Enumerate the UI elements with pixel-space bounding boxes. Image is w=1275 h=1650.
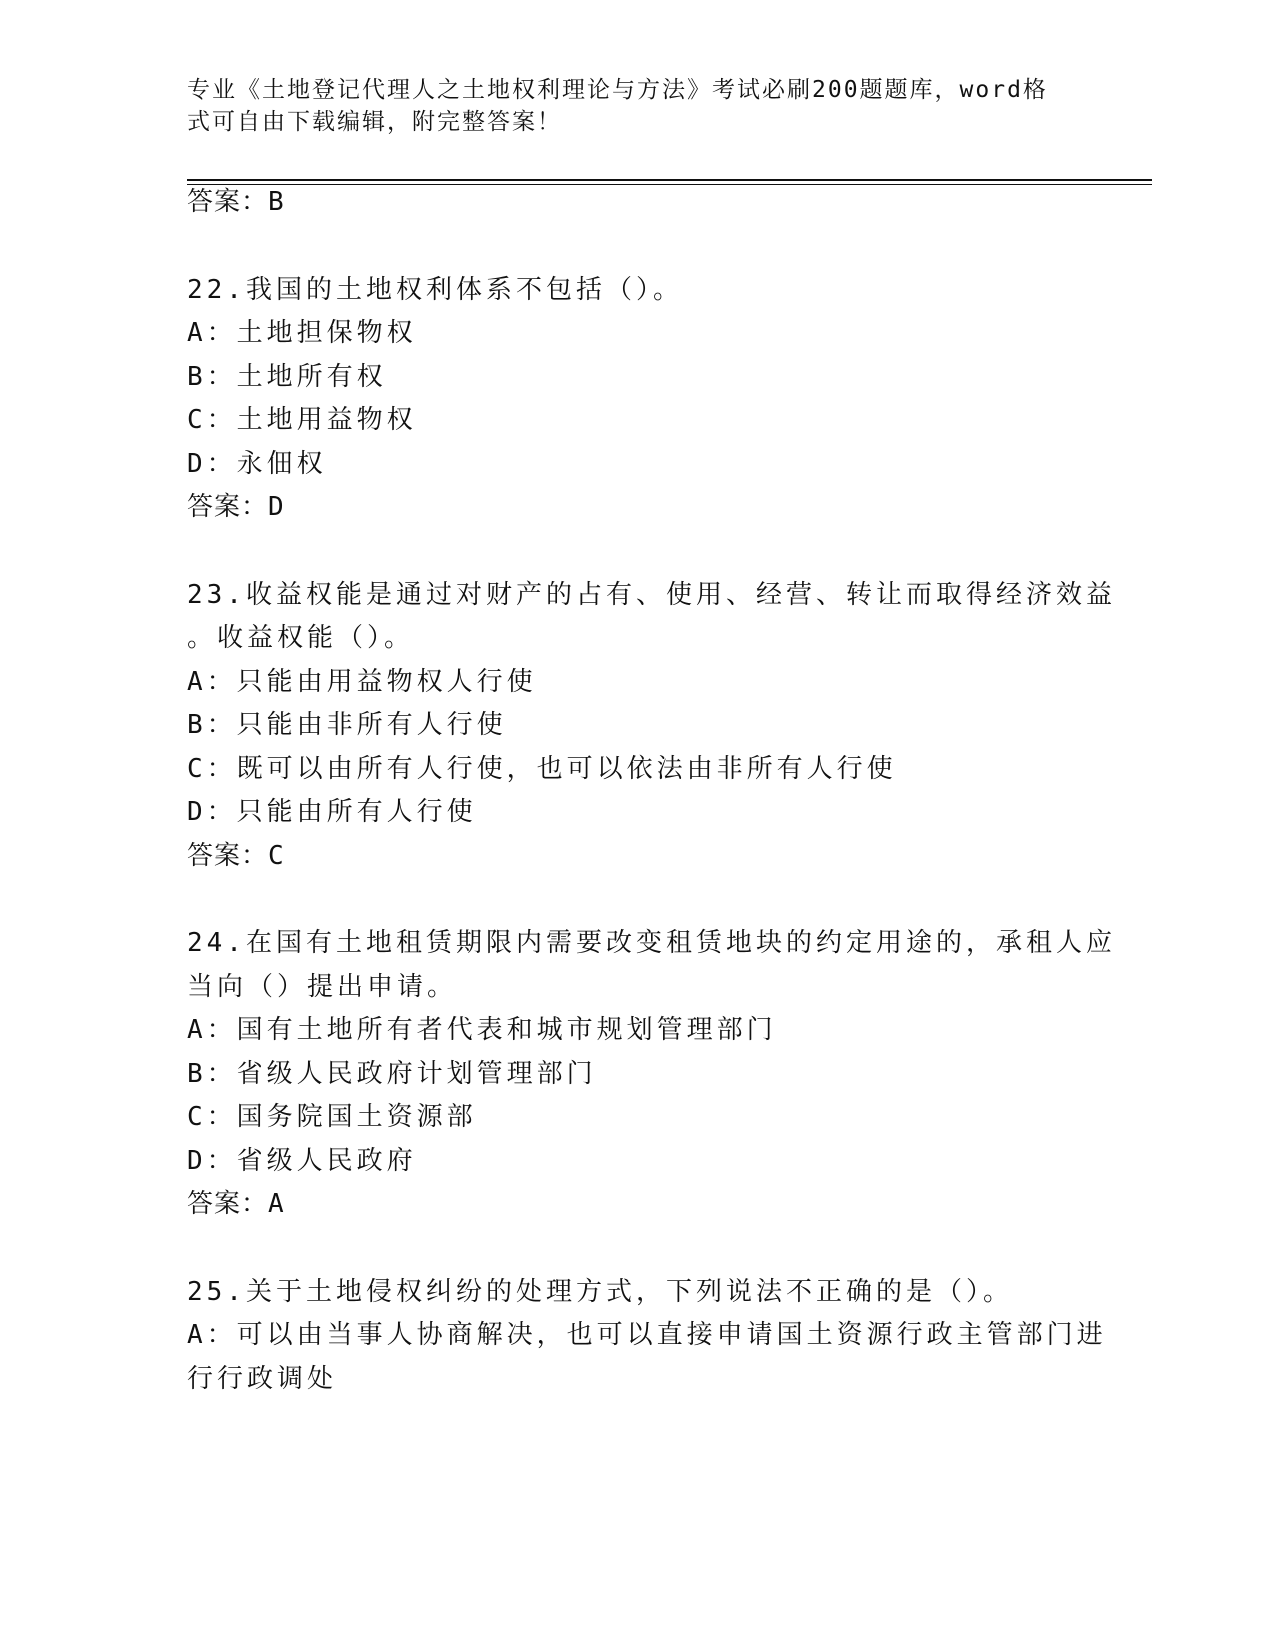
question-22-option-c: C：土地用益物权 — [187, 405, 417, 435]
header-rule-thick — [187, 179, 1152, 181]
document-header: 专业《土地登记代理人之土地权利理论与方法》考试必刷200题题库，word格式可自由下载编辑，附完整答案！ — [187, 77, 1048, 135]
question-24-option-c: C：国务院国土资源部 — [187, 1102, 477, 1132]
question-23-stem-line-2: 。收益权能（）。 — [187, 623, 415, 653]
answer-value: C — [268, 841, 285, 871]
question-24-option-b: B：省级人民政府计划管理部门 — [187, 1059, 597, 1089]
answer-21 — [187, 185, 285, 219]
answer-24 — [187, 1187, 285, 1221]
answer-23 — [187, 839, 285, 873]
question-23-option-a: A：只能由用益物权人行使 — [187, 667, 537, 697]
answer-value: D — [268, 492, 285, 522]
answer-value: A — [268, 1189, 285, 1219]
header-rule-thin — [187, 184, 1152, 185]
answer-label: 答案： — [187, 1189, 269, 1219]
question-24-stem-line-1: 24.在国有土地租赁期限内需要改变租赁地块的约定用途的，承租人应 — [187, 928, 1116, 958]
question-24-stem-line-2: 当向（）提出申请。 — [187, 972, 458, 1002]
question-23-option-b: B：只能由非所有人行使 — [187, 710, 507, 740]
answer-value: B — [268, 187, 285, 217]
question-22-option-d: D：永佃权 — [187, 449, 327, 479]
question-23-option-d: D：只能由所有人行使 — [187, 797, 477, 827]
answer-label: 答案： — [187, 841, 269, 871]
question-22-option-a: A：土地担保物权 — [187, 318, 417, 348]
question-22-stem: 22.我国的土地权利体系不包括（）。 — [187, 275, 683, 305]
question-24-option-d: D：省级人民政府 — [187, 1146, 417, 1176]
answer-label: 答案： — [187, 187, 269, 217]
question-25-option-a-line-2: 行行政调处 — [187, 1364, 338, 1394]
answer-label: 答案： — [187, 492, 269, 522]
question-23-stem-line-1: 23.收益权能是通过对财产的占有、使用、经营、转让而取得经济效益 — [187, 580, 1116, 610]
question-24-option-a: A：国有土地所有者代表和城市规划管理部门 — [187, 1015, 777, 1045]
question-25-stem: 25.关于土地侵权纠纷的处理方式，下列说法不正确的是（）。 — [187, 1277, 1013, 1307]
question-22-option-b: B：土地所有权 — [187, 362, 387, 392]
answer-22 — [187, 490, 285, 524]
question-23-option-c: C：既可以由所有人行使，也可以依法由非所有人行使 — [187, 754, 897, 784]
question-25-option-a-line-1: A：可以由当事人协商解决，也可以直接申请国土资源行政主管部门进 — [187, 1320, 1107, 1350]
